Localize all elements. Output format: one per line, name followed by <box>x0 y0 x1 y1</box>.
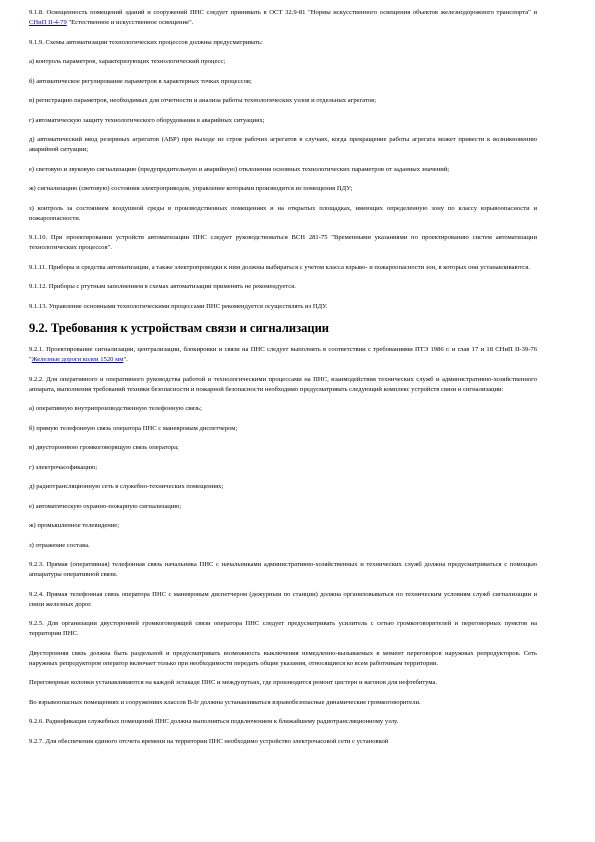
paragraph-s_v <box>29 443 537 453</box>
paragraph-s_e <box>29 502 537 512</box>
section-9-2-body <box>29 345 537 747</box>
paragraph-s_a <box>29 404 537 414</box>
paragraph-text: 9.2.6. Радиофикация служебных помещений ПНС должна выполняться подключением к ближайшему радиотрансляционному узлу. <box>29 718 399 725</box>
paragraph-p924 <box>29 590 537 610</box>
section-9-1-continued <box>29 8 537 312</box>
paragraph-text: а) контроль параметров, характеризующих технологический процесс; <box>29 58 226 65</box>
paragraph-s_d <box>29 482 537 492</box>
paragraph-text: д) радиотрансляционную сеть в служебно-технических помещениях; <box>29 483 224 490</box>
paragraph-text: Двусторонняя связь должна быть раздельной и предусматривать возможность выключения немедленно-вызываемых в момент переговоров наружных репродукторов. Сеть наружных репродукторов оператор включает только при необходимости передать общие указания, относящиеся ко всем работникам территории. <box>29 649 537 667</box>
paragraph-text: 9.2.1. Проектирование сигнализации, централизации, блокировки и связи на ПНС следует выполнять в соответствии с требованиями ПТЭ 1986 г. и глав 17 и 18 СНиП II-39-76 " <box>29 346 537 363</box>
paragraph-text: в) двустороннюю громкоговорящую связь оператора; <box>29 444 179 451</box>
paragraph-text: з) отражение состава. <box>29 541 90 549</box>
paragraph-s_b <box>29 424 537 434</box>
paragraph-text: г) автоматическую защиту технологического оборудования в аварийных ситуациях; <box>29 116 265 124</box>
paragraph-p9113 <box>29 302 537 312</box>
paragraph-text: 9.1.8. Освещенность помещений зданий и сооружений ПНС следует принимать в ОСТ 32.9-81 "Нормы искусственного освещения объектов железнодорожного транспорта" и <box>29 9 537 16</box>
paragraph-text: е) световую и звуковую сигнализацию (предупредительную и аварийную) отклонения основных технологических параметров от заданных значений; <box>29 165 450 173</box>
paragraph-pb <box>29 77 537 87</box>
paragraph-p926 <box>29 717 537 727</box>
paragraph-p925 <box>29 619 537 639</box>
paragraph-text: 9.1.11. Приборы и средства автоматизации, а также электропроводки к ним должны выбираться с учетом класса взрыво- и пожароопасности зон, в которых они устанавливаются. <box>29 263 530 271</box>
paragraph-pzh <box>29 184 537 194</box>
paragraph-text: з) контроль за состоянием воздушной среды в производственных помещениях и на открытых площадках, имеющих определенную зону по классу взрывоопасности и пожароопасности. <box>29 204 537 222</box>
paragraph-pa <box>29 57 537 67</box>
paragraph-text: 9.2.4. Прямая телефонная связь оператора ПНС с маневровым диспетчером (дежурным по станции) должна организовываться по техническим условиям служб сигнализации и связи железных дорог. <box>29 590 537 608</box>
paragraph-pe <box>29 165 537 175</box>
paragraph-text: а) оперативную внутрипроизводственную телефонную связь; <box>29 405 202 412</box>
paragraph-p918 <box>29 8 537 28</box>
paragraph-text: г) электрочасофикацию; <box>29 463 98 471</box>
paragraph-text: Во взрывоопасных помещениях и сооружениях классов В-Iг должны устанавливаться взрывобезопасные динамические громкоговорители. <box>29 698 421 706</box>
paragraph-p921 <box>29 345 537 365</box>
paragraph-text: б) прямую телефонную связь оператора ПНС с маневровым диспетчером; <box>29 424 238 432</box>
paragraph-text: е) автоматическую охранно-пожарную сигнализацию; <box>29 502 182 510</box>
paragraph-text: 9.1.13. Управление основными технологическими процессами ПНС рекомендуется осуществлять из ПДУ. <box>29 302 328 310</box>
paragraph-text: 9.1.12. Приборы с ртутным заполнением в схемах автоматизации применять не рекомендуется. <box>29 283 296 290</box>
paragraph-text: 9.2.2. Для оперативного и оперативного руководства работой и технологическими процессами на ПНС, взаимодействия технических служб и административно-хозяйственного аппарата, выполнения требований техники безопасности и пожарной безопасности необходимо предусматривать следующий комплекс устройств связи и сигнализации: <box>29 375 537 393</box>
paragraph-text: ж) сигнализацию (световую) состояния электроприводов, управление которыми производится из помещения ПДУ; <box>29 185 353 192</box>
paragraph-text: ". <box>123 356 128 363</box>
section-heading-9-2: 9.2. Требования к устройствам связи и сигнализации <box>29 321 329 335</box>
paragraph-p925c <box>29 678 537 688</box>
paragraph-p919 <box>29 38 537 48</box>
paragraph-text: б) автоматическое регулирование параметров в характерных точках процессов; <box>29 77 252 85</box>
paragraph-p9110 <box>29 233 537 253</box>
paragraph-s_zh <box>29 521 537 531</box>
paragraph-text: "Естественное и искусственное освещение". <box>66 19 194 26</box>
paragraph-pv <box>29 96 537 106</box>
paragraph-text: 9.2.3. Прямая (оперативная) телефонная связь начальника ПНС с начальниками административно-хозяйственных и технических служб должна предусматриваться с помощью аппаратуры оперативной связи. <box>29 561 537 578</box>
paragraph-p923 <box>29 560 537 580</box>
document-link[interactable]: Железные дороги колеи 1520 мм <box>31 356 124 363</box>
paragraph-p925b <box>29 649 537 669</box>
paragraph-text: 9.1.9. Схемы автоматизации технологических процессов должны предусматривать: <box>29 38 263 46</box>
paragraph-s_g <box>29 463 537 473</box>
paragraph-pd <box>29 135 537 155</box>
paragraph-text: в) регистрацию параметров, необходимых для отчетности и анализа работы технологических узлов и отдельных агрегатов; <box>29 97 377 104</box>
paragraph-text: Переговорные колонки устанавливаются на каждой эстакаде ПНС и междупутьях, где производится ремонт цистерн и вагонов для нефтебитума. <box>29 679 438 686</box>
paragraph-p927 <box>29 737 537 747</box>
document-link[interactable]: СНиП II-4-79 <box>29 19 67 26</box>
paragraph-text: 9.1.10. При проектировании устройств автоматизации ПНС следует руководствоваться ВСН 281-75 "Временными указаниями по проектированию систем автоматизации технологических процессов". <box>29 234 537 251</box>
paragraph-p9111 <box>29 263 537 273</box>
paragraph-pg <box>29 116 537 126</box>
paragraph-text: д) автоматический ввод резервных агрегатов (АВР) при выходе из строя рабочих агрегатов в случаях, когда прекращение работы агрегата может привести к возникновению аварийной ситуации; <box>29 136 537 153</box>
paragraph-pz <box>29 204 537 224</box>
paragraph-p9112 <box>29 282 537 292</box>
paragraph-text: 9.2.7. Для обеспечения единого отсчета времени на территории ПНС необходимо устройство электрочасовой сети с установкой <box>29 737 389 745</box>
paragraph-p925d <box>29 698 537 708</box>
paragraph-text: ж) промышленное телевидение; <box>29 522 120 529</box>
paragraph-p922 <box>29 375 537 395</box>
paragraph-text: 9.2.5. Для организации двусторонней громкоговорящей связи оператора ПНС следует предусматривать усилитель с сетью громкоговорителей и переговорных пунктов на территории ПНС. <box>29 620 537 637</box>
paragraph-s_z <box>29 541 537 551</box>
